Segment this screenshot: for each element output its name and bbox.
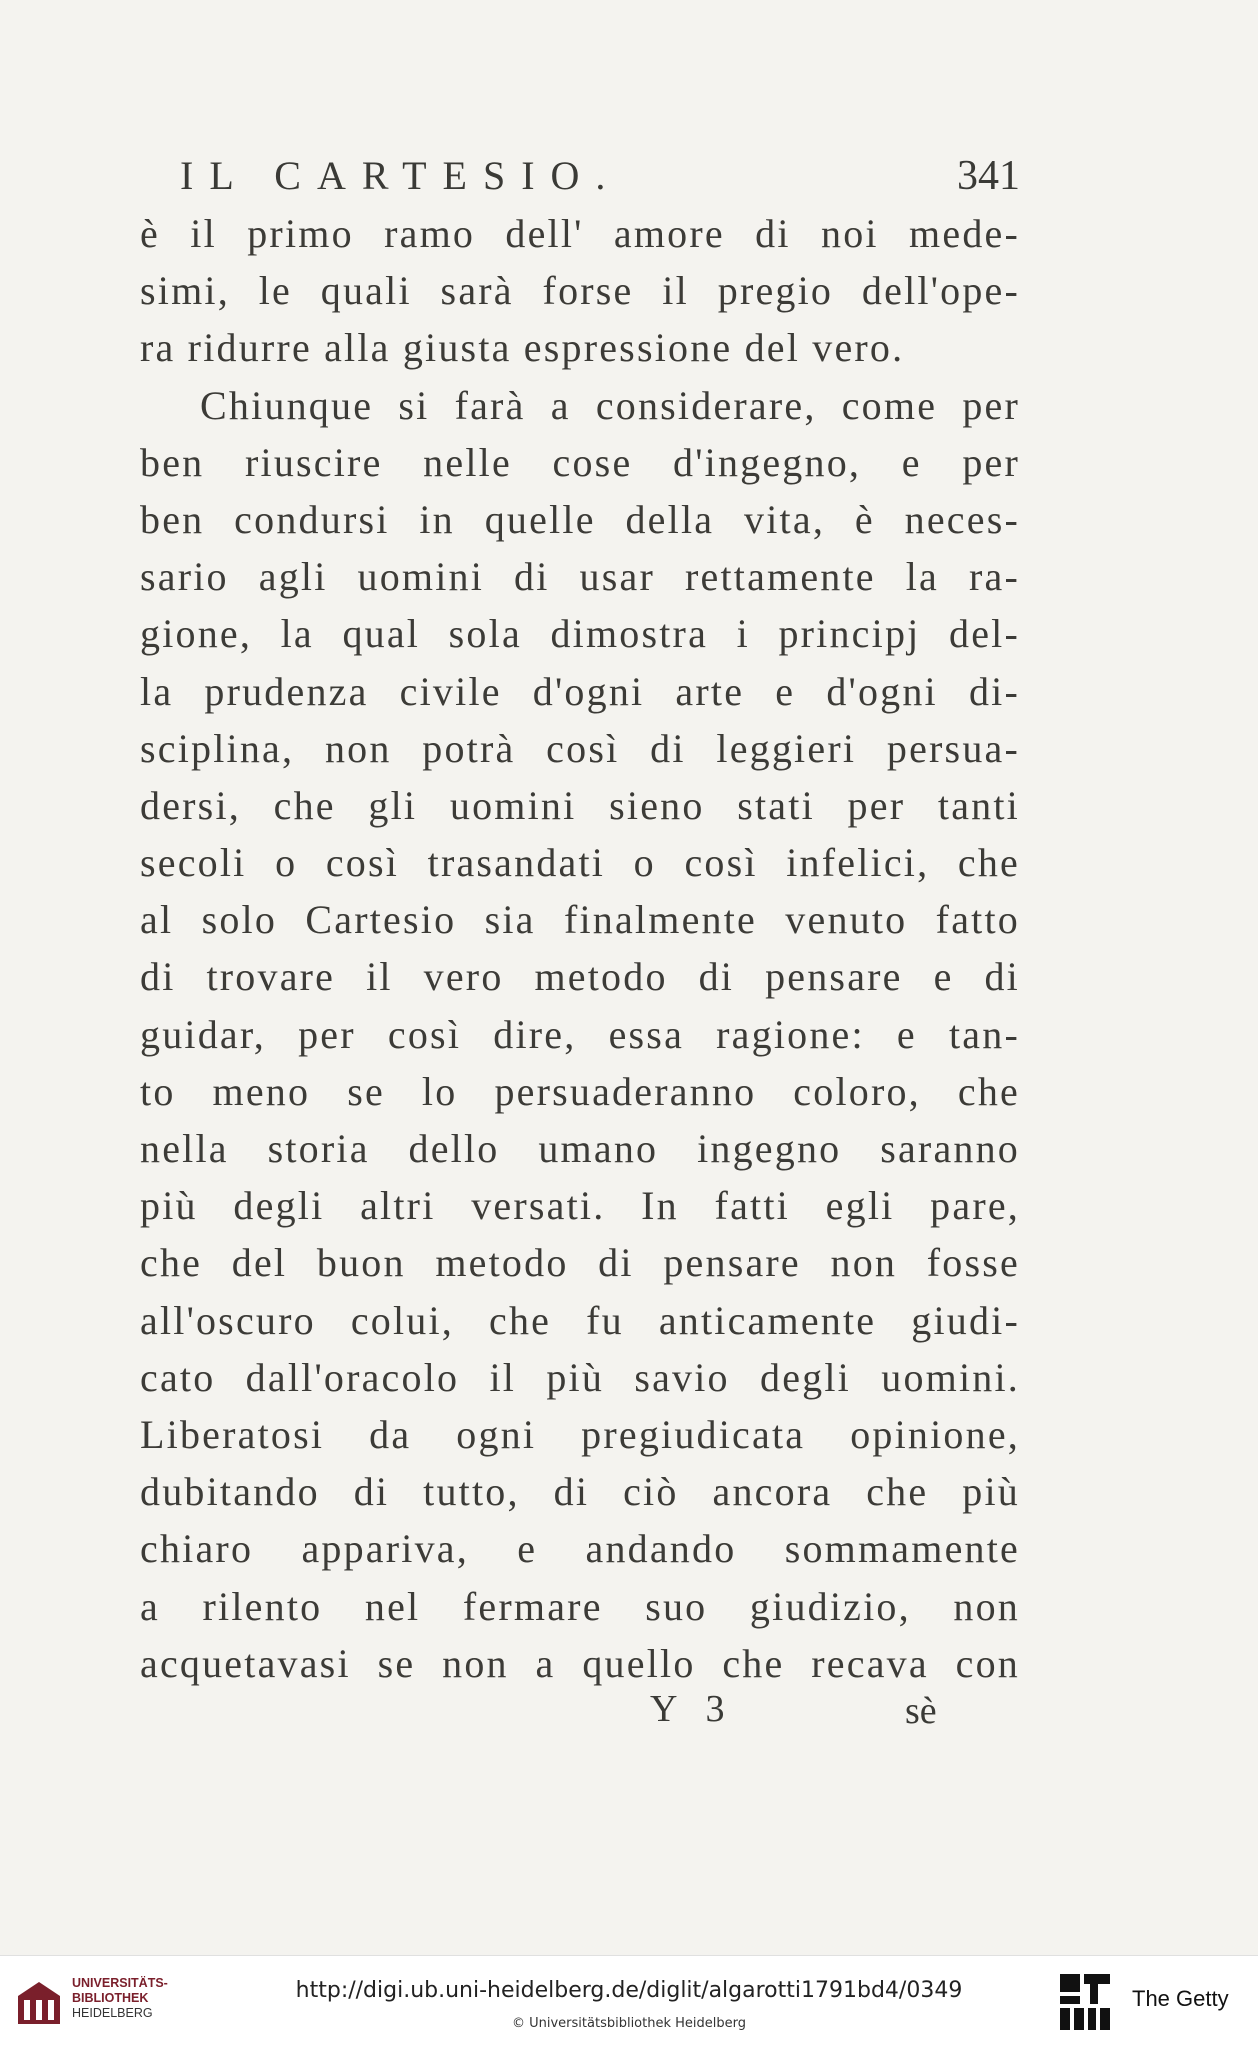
signature-mark: Y 3 [650,1688,735,1730]
text-line: è il primo ramo dell' amore di noi mede- [140,211,1020,256]
text-line: simi, le quali sarà forse il pregio dell'ope- [140,268,1020,314]
catchword: sè [905,1690,937,1732]
text-line: Liberatosi da ogni pregiudicata opinione, [140,1411,1020,1457]
text-line: al solo Cartesio sia finalmente venuto fatto [140,897,1020,943]
text-line: più degli altri versati. In fatti egli pare, [140,1183,1020,1229]
text-line: ra ridurre alla giusta espressione del vero. [140,325,905,371]
text-line: to meno se lo persuaderanno coloro, che [140,1068,1020,1114]
text-line: guidar, per così dire, essa ragione: e tan- [140,1011,1020,1057]
text-line: all'oscuro colui, che fu anticamente giudi- [140,1297,1020,1343]
text-line: chiaro appariva, e andando sommamente [140,1526,1020,1572]
text-line: dubitando di tutto, di ciò ancora che più [140,1469,1020,1515]
text-line: dersi, che gli uomini sieno stati per tanti [140,782,1020,828]
text-line: gione, la qual sola dimostra i principj del- [140,611,1020,657]
running-title: IL CARTESIO. [180,153,622,198]
getty-name: The Getty [1132,1986,1229,2011]
text-line: acquetavasi se non a quello che recava con [140,1640,1020,1686]
copyright-notice: © Universitätsbibliothek Heidelberg [511,2016,746,2031]
permalink-url[interactable]: http://digi.ub.uni-heidelberg.de/diglit/algarotti1791bd4/0349 [295,1978,963,2003]
text-line: nella storia dello umano ingegno saranno [140,1126,1020,1171]
text-line: che del buon metodo di pensare non fosse [140,1240,1020,1286]
university-library-name: UNIVERSITÄTS- BIBLIOTHEK HEIDELBERG [72,1976,168,2020]
text-line: sciplina, non potrà così di leggieri persua- [140,725,1020,771]
text-line: Chiunque si farà a considerare, come per [200,382,1020,428]
text-line: sario agli uomini di usar rettamente la ra- [140,554,1020,600]
text-line: secoli o così trasandati o così infelici, che [140,840,1020,886]
text-line: la prudenza civile d'ogni arte e d'ogni di- [140,668,1020,714]
getty-logo-icon [1058,1972,1114,2032]
page-number: 341 [957,153,1020,199]
text-line: a rilento nel fermare suo giudizio, non [140,1583,1020,1629]
page-header [140,152,1020,208]
text-line: cato dall'oracolo il più savio degli uomini. [140,1354,1020,1400]
text-line: di trovare il vero metodo di pensare e di [140,954,1020,1000]
body-text [140,205,1020,1692]
text-line: ben condursi in quelle della vita, è neces- [140,496,1020,542]
text-line: ben riuscire nelle cose d'ingegno, e per [140,439,1020,485]
viewer-footer [0,1955,1258,2048]
